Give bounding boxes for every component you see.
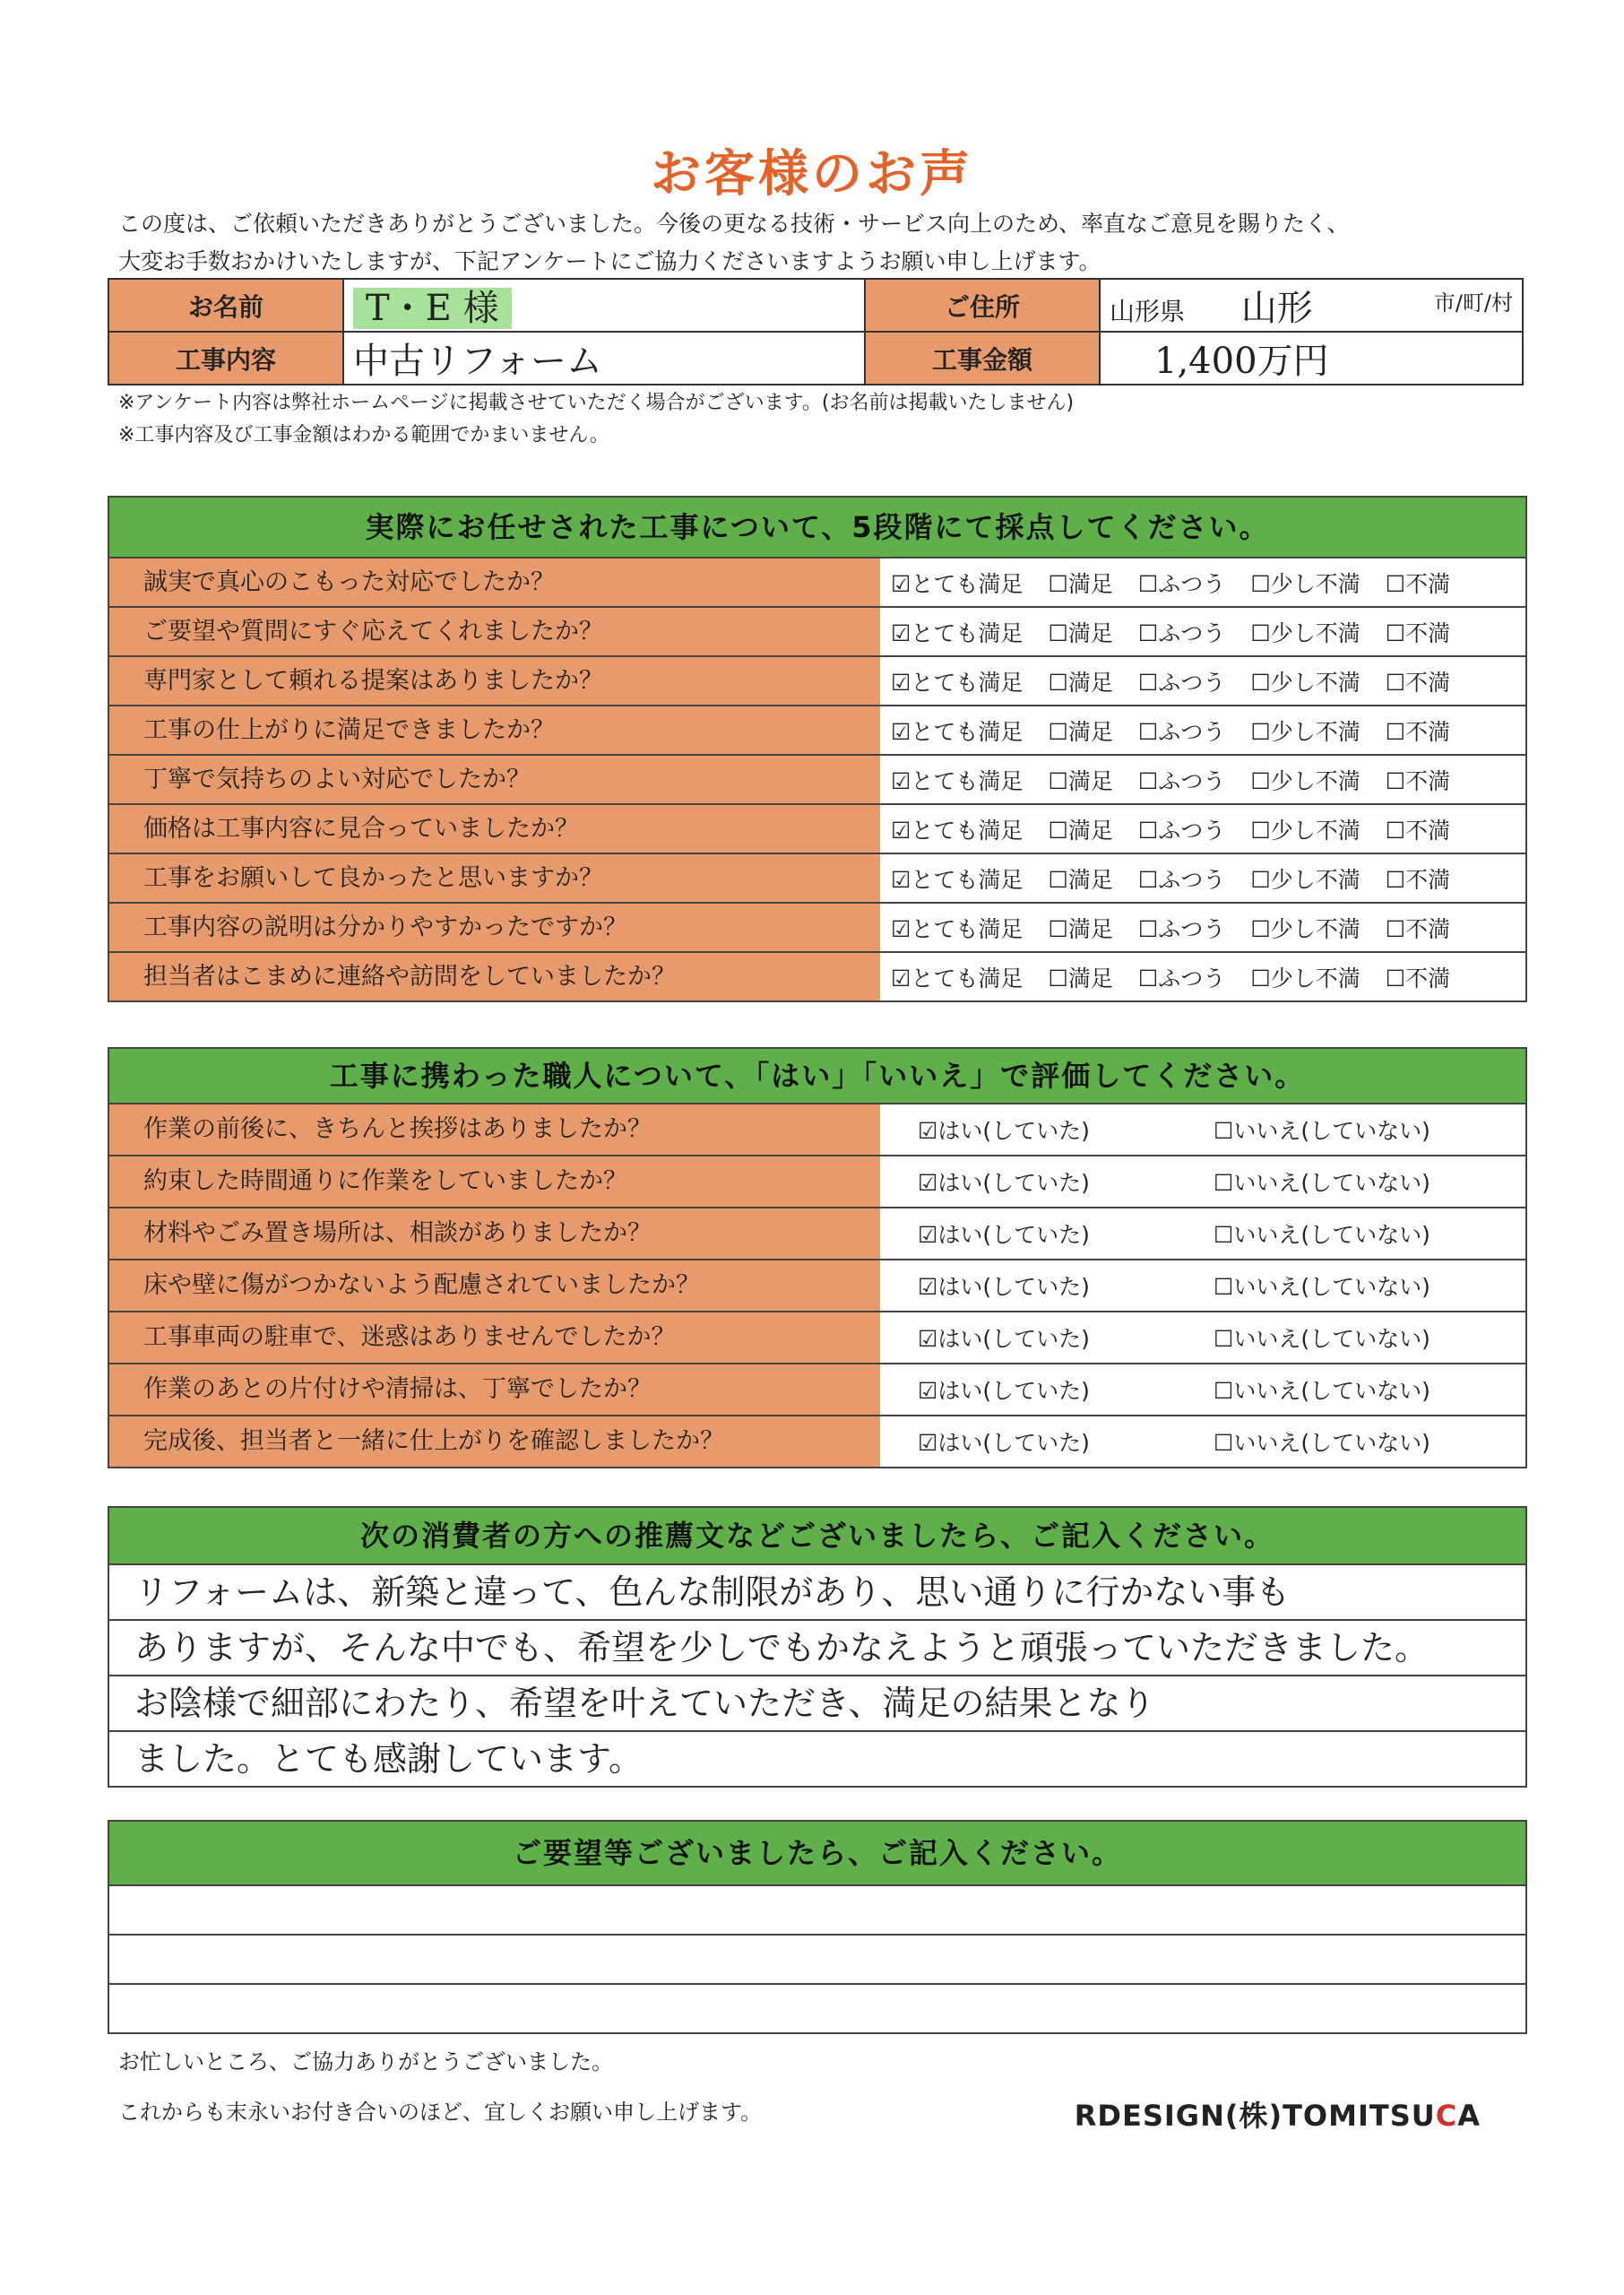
footer-line-1: お忙しいところ、ご協力ありがとうございました。 (118, 2049, 613, 2074)
rating-option-checkbox[interactable] (1386, 567, 1450, 599)
rating-question: 価格は工事内容に見合っていましたか？ (109, 805, 880, 853)
rating-option-checkbox[interactable] (1250, 616, 1360, 648)
prefecture: 山形県 (1110, 297, 1186, 326)
rating-option-label: とても満足 (911, 915, 1024, 942)
rating-options (880, 706, 1525, 754)
no-checkbox[interactable] (1214, 1373, 1430, 1406)
rating-option-checkbox[interactable] (1048, 567, 1112, 599)
rating-option-label: 少し不満 (1270, 965, 1361, 992)
empty-box-icon: ☐ (1250, 965, 1271, 992)
rating-option-label: ふつう (1158, 915, 1226, 942)
yes-no-options (880, 1312, 1525, 1363)
yes-no-options (880, 1208, 1525, 1259)
rating-option-label: 少し不満 (1270, 718, 1361, 745)
rating-question: 担当者はこまめに連絡や訪問をしていましたか？ (109, 953, 880, 1000)
rating-option-label: 不満 (1405, 915, 1451, 942)
page-title: お客様のお声 (651, 145, 973, 204)
empty-box-icon: ☐ (1137, 915, 1159, 942)
yes-label: はい(していた) (937, 1118, 1090, 1144)
empty-box-icon: ☐ (1250, 817, 1271, 844)
rating-option-checkbox[interactable] (1386, 912, 1450, 944)
request-line-1 (109, 1884, 1525, 1934)
rating-option-label: 不満 (1405, 866, 1451, 893)
yes-checkbox[interactable] (918, 1321, 1214, 1354)
rating-option-label: 満足 (1067, 767, 1113, 794)
rating-option-checkbox[interactable] (1386, 665, 1450, 697)
rating-question: 工事内容の説明は分かりやすかったですか？ (109, 904, 880, 951)
craftsman-row (109, 1311, 1525, 1363)
empty-box-icon: ☐ (1385, 669, 1406, 696)
rating-option-label: 少し不満 (1270, 669, 1361, 696)
rating-row (109, 655, 1525, 705)
rating-question: 工事をお願いして良かったと思いますか？ (109, 854, 880, 902)
rating-option-label: とても満足 (911, 866, 1024, 893)
rating-option-checkbox[interactable] (1138, 616, 1225, 648)
rating-option-checkbox[interactable] (1250, 912, 1360, 944)
name-label: お名前 (108, 279, 343, 332)
rating-option-label: 満足 (1067, 570, 1113, 597)
rating-option-checkbox[interactable] (1138, 862, 1225, 895)
rating-options (880, 904, 1525, 951)
empty-box-icon: ☐ (1250, 915, 1271, 942)
checked-box-icon: ☑ (891, 915, 911, 942)
yes-no-options (880, 1156, 1525, 1207)
rating-option-label: ふつう (1158, 866, 1226, 893)
no-checkbox[interactable] (1214, 1217, 1430, 1250)
checked-box-icon: ☑ (918, 1222, 938, 1248)
empty-box-icon: ☐ (1214, 1326, 1234, 1352)
rating-option-checkbox[interactable] (1250, 567, 1360, 599)
empty-box-icon: ☐ (1048, 669, 1068, 696)
checked-box-icon: ☑ (891, 817, 911, 844)
no-label: いいえ(していない) (1233, 1378, 1430, 1404)
empty-box-icon: ☐ (1048, 866, 1068, 893)
rating-question: 工事の仕上がりに満足できましたか？ (109, 706, 880, 754)
empty-box-icon: ☐ (1214, 1274, 1234, 1300)
rating-option-label: 不満 (1405, 817, 1451, 844)
empty-box-icon: ☐ (1214, 1378, 1234, 1404)
rating-option-label: 不満 (1405, 767, 1451, 794)
rating-row (109, 853, 1525, 902)
empty-box-icon: ☐ (1214, 1430, 1234, 1456)
rating-option-checkbox[interactable] (1138, 764, 1225, 796)
rating-option-checkbox[interactable] (1048, 665, 1112, 697)
checked-box-icon: ☑ (891, 965, 911, 992)
rating-question: 丁寧で気持ちのよい対応でしたか？ (109, 756, 880, 803)
yes-no-options (880, 1260, 1525, 1311)
rating-option-checkbox[interactable] (1048, 961, 1112, 993)
empty-box-icon: ☐ (1250, 619, 1271, 646)
checked-box-icon: ☑ (891, 570, 911, 597)
rating-option-checkbox[interactable] (1386, 813, 1450, 845)
empty-box-icon: ☐ (1385, 767, 1406, 794)
rating-option-checkbox[interactable] (891, 862, 1023, 895)
address-value (1100, 279, 1523, 332)
rating-option-checkbox[interactable] (891, 665, 1023, 697)
rating-option-label: 満足 (1067, 817, 1113, 844)
empty-box-icon: ☐ (1137, 965, 1159, 992)
empty-box-icon: ☐ (1385, 718, 1406, 745)
yes-checkbox[interactable] (918, 1425, 1214, 1458)
yes-label: はい(していた) (937, 1378, 1090, 1404)
rating-option-label: 満足 (1067, 866, 1113, 893)
request-section (108, 1820, 1527, 2034)
empty-box-icon: ☐ (1048, 619, 1068, 646)
checked-box-icon: ☑ (891, 669, 911, 696)
empty-box-icon: ☐ (1250, 718, 1271, 745)
rating-option-checkbox[interactable] (891, 616, 1023, 648)
yes-label: はい(していた) (937, 1430, 1090, 1456)
recommendation-heading: 次の消費者の方への推薦文などございましたら、ご記入ください。 (109, 1508, 1525, 1563)
recommendation-line: リフォームは、新築と違って、色んな制限があり、思い通りに行かない事も (109, 1563, 1525, 1619)
no-label: いいえ(していない) (1233, 1274, 1430, 1300)
yes-label: はい(していた) (937, 1274, 1090, 1300)
rating-option-checkbox[interactable] (891, 961, 1023, 993)
rating-option-label: とても満足 (911, 669, 1024, 696)
rating-option-label: ふつう (1158, 718, 1226, 745)
no-checkbox[interactable] (1214, 1165, 1430, 1198)
rating-option-label: 少し不満 (1270, 570, 1361, 597)
rating-option-label: 満足 (1067, 669, 1113, 696)
rating-option-checkbox[interactable] (891, 813, 1023, 845)
rating-question: 誠実で真心のこもった対応でしたか？ (109, 559, 880, 606)
empty-box-icon: ☐ (1250, 570, 1271, 597)
empty-box-icon: ☐ (1385, 915, 1406, 942)
rating-option-label: 不満 (1405, 619, 1451, 646)
craftsman-row (109, 1155, 1525, 1207)
rating-option-checkbox[interactable] (1250, 714, 1360, 747)
empty-box-icon: ☐ (1048, 915, 1068, 942)
empty-box-icon: ☐ (1250, 767, 1271, 794)
rating-option-label: とても満足 (911, 965, 1024, 992)
empty-box-icon: ☐ (1048, 718, 1068, 745)
rating-option-checkbox[interactable] (1048, 764, 1112, 796)
empty-box-icon: ☐ (1137, 570, 1159, 597)
rating-option-label: とても満足 (911, 619, 1024, 646)
rating-option-label: 少し不満 (1270, 817, 1361, 844)
checked-box-icon: ☑ (918, 1378, 938, 1404)
craftsman-row (109, 1363, 1525, 1415)
rating-option-label: ふつう (1158, 965, 1226, 992)
rating-option-label: 満足 (1067, 619, 1113, 646)
rating-option-label: ふつう (1158, 619, 1226, 646)
rating-option-checkbox[interactable] (1048, 862, 1112, 895)
rating-question: 専門家として頼れる提案はありましたか？ (109, 657, 880, 705)
no-label: いいえ(していない) (1233, 1222, 1430, 1248)
rating-option-label: ふつう (1158, 570, 1226, 597)
rating-option-label: ふつう (1158, 817, 1226, 844)
craftsman-row (109, 1259, 1525, 1311)
empty-box-icon: ☐ (1137, 817, 1159, 844)
rating-options (880, 657, 1525, 705)
rating-option-checkbox[interactable] (1138, 665, 1225, 697)
yes-checkbox[interactable] (918, 1269, 1214, 1302)
rating-option-label: 満足 (1067, 965, 1113, 992)
rating-row (109, 705, 1525, 754)
yes-checkbox[interactable] (918, 1217, 1214, 1250)
rating-row (109, 951, 1525, 1000)
rating-option-checkbox[interactable] (1386, 961, 1450, 993)
craftsman-question: 作業の前後に、きちんと挨拶はありましたか？ (109, 1104, 880, 1155)
city-suffix: 市/町/村 (1433, 290, 1513, 316)
checked-box-icon: ☑ (918, 1274, 938, 1300)
rating-option-label: ふつう (1158, 669, 1226, 696)
rating-option-checkbox[interactable] (891, 714, 1023, 747)
empty-box-icon: ☐ (1250, 669, 1271, 696)
empty-box-icon: ☐ (1137, 669, 1159, 696)
checked-box-icon: ☑ (891, 619, 911, 646)
rating-option-label: とても満足 (911, 570, 1024, 597)
rating-option-checkbox[interactable] (1250, 862, 1360, 895)
empty-box-icon: ☐ (1048, 570, 1068, 597)
craftsman-heading: 工事に携わった職人について、「はい」「いいえ」で評価してください。 (109, 1049, 1525, 1103)
rating-option-label: 少し不満 (1270, 767, 1361, 794)
craftsman-row (109, 1415, 1525, 1467)
empty-box-icon: ☐ (1137, 619, 1159, 646)
rating-options (880, 608, 1525, 655)
yes-checkbox[interactable] (918, 1165, 1214, 1198)
work-value: 中古リフォーム (343, 332, 865, 385)
rating-option-checkbox[interactable] (891, 912, 1023, 944)
request-heading: ご要望等ございましたら、ご記入ください。 (109, 1822, 1525, 1884)
note-1: ※アンケート内容は弊社ホームページに掲載させていただく場合がございます。(お名前は掲載いたしません) (118, 392, 1075, 414)
rating-heading: 実際にお任せされた工事について、5段階にて採点してください。 (109, 498, 1525, 557)
work-label: 工事内容 (108, 332, 343, 385)
empty-box-icon: ☐ (1214, 1170, 1234, 1196)
no-label: いいえ(していない) (1233, 1118, 1430, 1144)
checked-box-icon: ☑ (891, 767, 911, 794)
empty-box-icon: ☐ (1137, 767, 1159, 794)
yes-no-options (880, 1104, 1525, 1155)
craftsman-question: 工事車両の駐車で、迷惑はありませんでしたか？ (109, 1312, 880, 1363)
intro-line-2: 大変お手数おかけいたしますが、下記アンケートにご協力くださいますようお願い申し上げます。 (118, 248, 1101, 274)
rating-option-label: 満足 (1067, 718, 1113, 745)
no-checkbox[interactable] (1214, 1113, 1430, 1146)
rating-option-checkbox[interactable] (1138, 813, 1225, 845)
name-value: T・E 様 (343, 279, 865, 332)
rating-option-checkbox[interactable] (1138, 714, 1225, 747)
rating-option-label: 少し不満 (1270, 866, 1361, 893)
recommendation-section (108, 1506, 1527, 1788)
rating-option-label: とても満足 (911, 817, 1024, 844)
rating-question: ご要望や質問にすぐ応えてくれましたか？ (109, 608, 880, 655)
request-line-2 (109, 1934, 1525, 1983)
checked-box-icon: ☑ (891, 718, 911, 745)
customer-info-table (108, 278, 1524, 385)
checked-box-icon: ☑ (918, 1118, 938, 1144)
no-label: いいえ(していない) (1233, 1430, 1430, 1456)
rating-option-checkbox[interactable] (1386, 764, 1450, 796)
rating-option-checkbox[interactable] (1386, 616, 1450, 648)
craftsman-row (109, 1207, 1525, 1259)
recommendation-line: ありますが、そんな中でも、希望を少しでもかなえようと頑張っていただきました。 (109, 1619, 1525, 1675)
empty-box-icon: ☐ (1385, 817, 1406, 844)
empty-box-icon: ☐ (1137, 866, 1159, 893)
rating-row (109, 606, 1525, 655)
yes-no-options (880, 1364, 1525, 1415)
craftsman-question: 材料やごみ置き場所は、相談がありましたか？ (109, 1208, 880, 1259)
rating-section (108, 496, 1527, 1002)
address-label: ご住所 (865, 279, 1100, 332)
rating-option-label: ふつう (1158, 767, 1226, 794)
yes-label: はい(していた) (937, 1326, 1090, 1352)
request-line-3 (109, 1983, 1525, 2032)
rating-option-checkbox[interactable] (1250, 961, 1360, 993)
empty-box-icon: ☐ (1385, 866, 1406, 893)
recommendation-line: お陰様で細部にわたり、希望を叶えていただき、満足の結果となり (109, 1675, 1525, 1730)
rating-row (109, 557, 1525, 606)
empty-box-icon: ☐ (1214, 1222, 1234, 1248)
rating-option-checkbox[interactable] (1048, 714, 1112, 747)
intro-line-1: この度は、ご依頼いただきありがとうございました。今後の更なる技術・サービス向上のため、率直なご意見を賜りたく、 (118, 211, 1350, 237)
rating-option-checkbox[interactable] (1250, 665, 1360, 697)
rating-options (880, 559, 1525, 606)
rating-option-checkbox[interactable] (1386, 862, 1450, 895)
empty-box-icon: ☐ (1385, 619, 1406, 646)
craftsman-question: 床や壁に傷がつかないよう配慮されていましたか？ (109, 1260, 880, 1311)
rating-option-checkbox[interactable] (891, 567, 1023, 599)
yes-no-options (880, 1416, 1525, 1467)
city-value: 山形 (1240, 288, 1313, 329)
rating-option-checkbox[interactable] (1048, 912, 1112, 944)
rating-options (880, 756, 1525, 803)
yes-label: はい(していた) (937, 1170, 1090, 1196)
amount-label: 工事金額 (865, 332, 1100, 385)
empty-box-icon: ☐ (1385, 965, 1406, 992)
yes-label: はい(していた) (937, 1222, 1090, 1248)
rating-option-checkbox[interactable] (1138, 912, 1225, 944)
rating-option-label: とても満足 (911, 767, 1024, 794)
rating-option-checkbox[interactable] (1138, 961, 1225, 993)
yes-checkbox[interactable] (918, 1373, 1214, 1406)
rating-option-checkbox[interactable] (1250, 813, 1360, 845)
rating-row (109, 754, 1525, 803)
checked-box-icon: ☑ (918, 1170, 938, 1196)
no-checkbox[interactable] (1214, 1425, 1430, 1458)
rating-options (880, 805, 1525, 853)
craftsman-question: 約束した時間通りに作業をしていましたか？ (109, 1156, 880, 1207)
rating-option-checkbox[interactable] (1386, 714, 1450, 747)
checked-box-icon: ☑ (918, 1430, 938, 1456)
empty-box-icon: ☐ (1214, 1118, 1234, 1144)
rating-option-label: とても満足 (911, 718, 1024, 745)
empty-box-icon: ☐ (1385, 570, 1406, 597)
rating-option-checkbox[interactable] (1048, 616, 1112, 648)
checked-box-icon: ☑ (918, 1326, 938, 1352)
rating-row (109, 902, 1525, 951)
empty-box-icon: ☐ (1048, 817, 1068, 844)
rating-option-label: 少し不満 (1270, 619, 1361, 646)
empty-box-icon: ☐ (1137, 718, 1159, 745)
craftsman-section (108, 1047, 1527, 1468)
no-checkbox[interactable] (1214, 1269, 1430, 1302)
rating-option-checkbox[interactable] (1250, 764, 1360, 796)
empty-box-icon: ☐ (1048, 767, 1068, 794)
rating-options (880, 953, 1525, 1000)
rating-option-label: 不満 (1405, 570, 1451, 597)
no-checkbox[interactable] (1214, 1321, 1430, 1354)
recommendation-line: ました。とても感謝しています。 (109, 1730, 1525, 1786)
rating-options (880, 854, 1525, 902)
note-2: ※工事内容及び工事金額はわかる範囲でかまいません。 (118, 424, 609, 446)
craftsman-row (109, 1103, 1525, 1155)
checked-box-icon: ☑ (891, 866, 911, 893)
rating-row (109, 803, 1525, 853)
rating-option-label: 不満 (1405, 718, 1451, 745)
rating-option-label: 少し不満 (1270, 915, 1361, 942)
footer-line-2: これからも末永いお付き合いのほど、宜しくお願い申し上げます。 (118, 2100, 763, 2125)
rating-option-checkbox[interactable] (891, 764, 1023, 796)
empty-box-icon: ☐ (1048, 965, 1068, 992)
rating-option-label: 不満 (1405, 669, 1451, 696)
rating-option-label: 不満 (1405, 965, 1451, 992)
rating-option-label: 満足 (1067, 915, 1113, 942)
rating-option-checkbox[interactable] (1138, 567, 1225, 599)
craftsman-question: 完成後、担当者と一緒に仕上がりを確認しましたか？ (109, 1416, 880, 1467)
no-label: いいえ(していない) (1233, 1170, 1430, 1196)
rating-option-checkbox[interactable] (1048, 813, 1112, 845)
craftsman-question: 作業のあとの片付けや清掃は、丁寧でしたか？ (109, 1364, 880, 1415)
no-label: いいえ(していない) (1233, 1326, 1430, 1352)
yes-checkbox[interactable] (918, 1113, 1214, 1146)
empty-box-icon: ☐ (1250, 866, 1271, 893)
company-logo: RDESIGN(株)TOMITSUCA (1074, 2099, 1481, 2133)
amount-value: 1,400万円 (1100, 332, 1523, 385)
